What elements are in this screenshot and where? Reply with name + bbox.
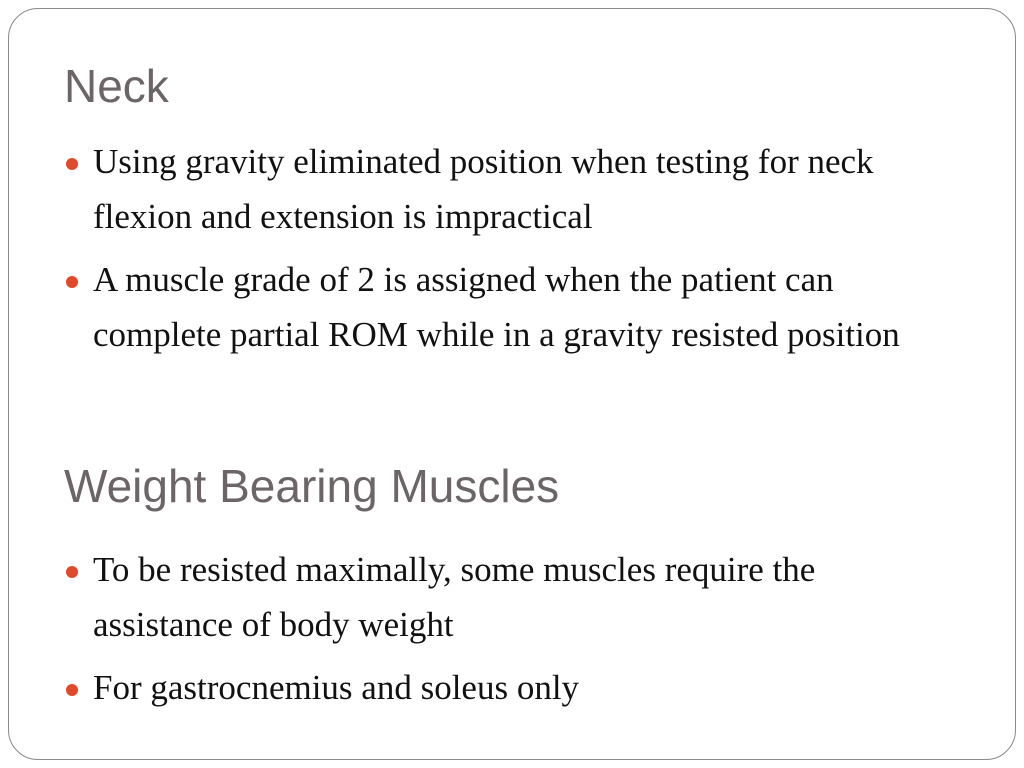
- bullet-text: For gastrocnemius and soleus only: [93, 668, 580, 707]
- section-heading-neck: Neck: [64, 60, 169, 112]
- bullet-text: Using gravity eliminated position when testing for neck flexion and extension is impractical: [93, 142, 874, 236]
- bullet-item: [66, 661, 916, 716]
- bullet-text: To be resisted maximally, some muscles require the assistance of body weight: [93, 550, 816, 644]
- bullet-dot-icon: [66, 276, 78, 288]
- section-heading-weight-bearing-muscles: Weight Bearing Muscles: [64, 460, 560, 512]
- bullet-list-neck: [66, 135, 916, 362]
- bullet-dot-icon: [66, 566, 78, 578]
- bullet-dot-icon: [66, 158, 78, 170]
- bullet-text: A muscle grade of 2 is assigned when the patient can complete partial ROM while in a gravity resisted position: [93, 260, 900, 354]
- bullet-item: [66, 135, 916, 244]
- slide: [8, 8, 1016, 760]
- bullet-dot-icon: [66, 684, 78, 696]
- bullet-item: [66, 253, 916, 362]
- bullet-list-weight-bearing: [66, 543, 916, 716]
- bullet-item: [66, 543, 916, 652]
